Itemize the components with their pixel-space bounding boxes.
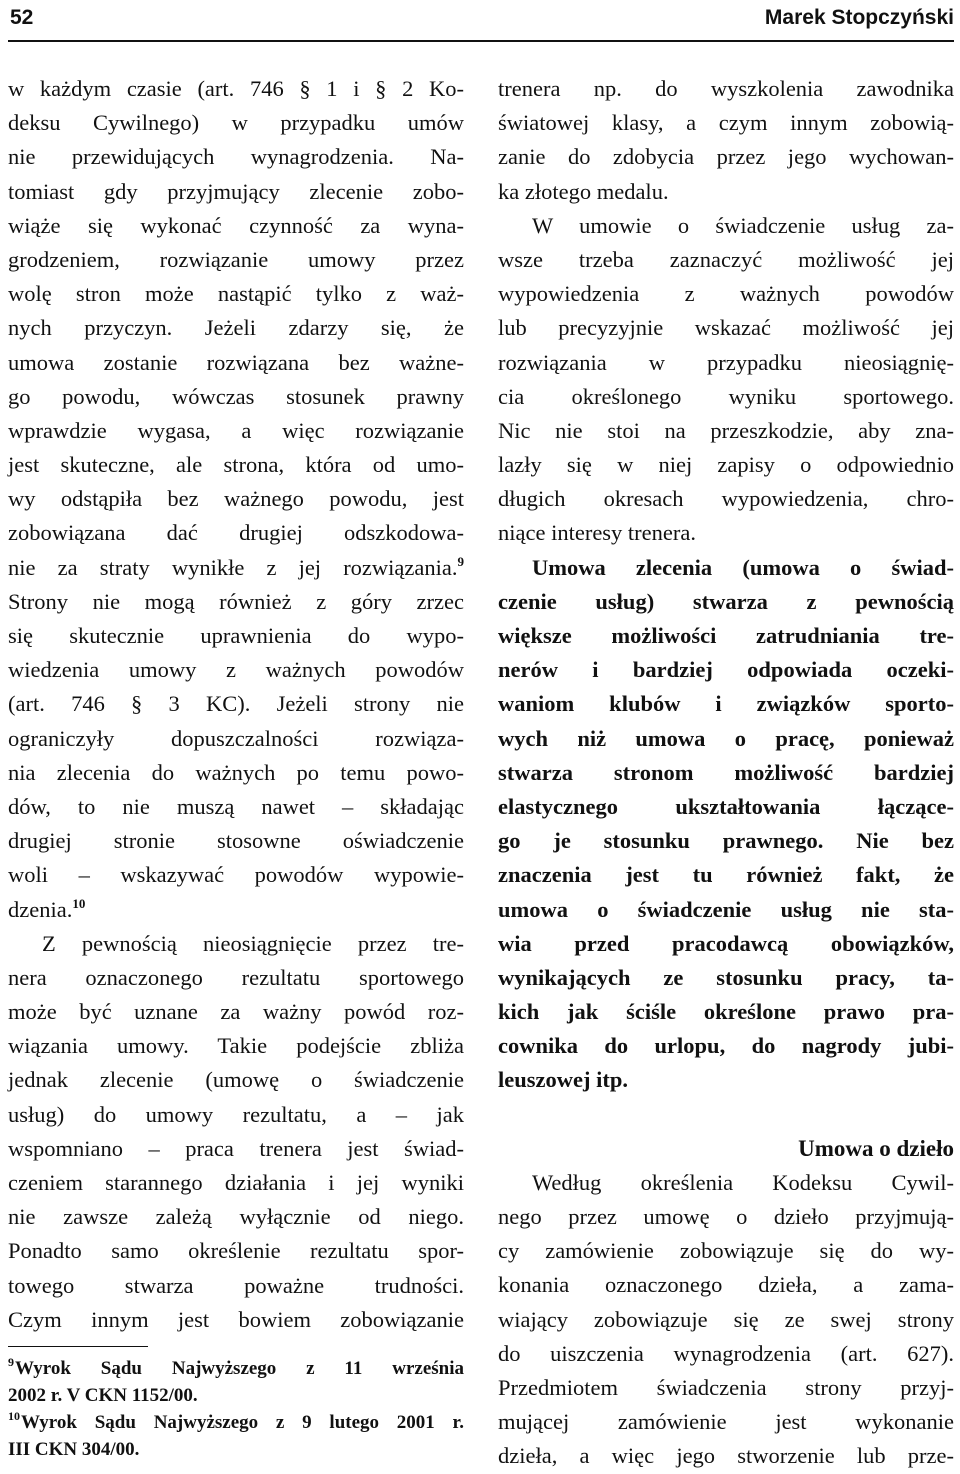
page-header xyxy=(8,2,954,34)
body-line: leuszowej itp. xyxy=(498,1067,628,1093)
body-line: długich okresach wypowiedzenia, chro- xyxy=(498,486,954,512)
body-line: drugiej stronie stosowne oświadczenie xyxy=(8,828,464,854)
body-line: lub precyzyjnie wskazać możliwość jej xyxy=(498,315,954,341)
body-line: nego przez umowę o dzieło przyjmują- xyxy=(498,1204,954,1229)
body-line: jest skuteczne, ale strona, która od umo- xyxy=(8,452,464,478)
body-line: Strony nie mogą również z góry zrzec xyxy=(8,588,464,614)
header-rule xyxy=(8,40,954,42)
footnote-9-line xyxy=(8,1355,464,1382)
body-line: ka złotego medalu. xyxy=(498,178,669,204)
footnote-10-line: III CKN 304/00. xyxy=(8,1439,140,1460)
body-line: wynikających ze stosunku pracy, ta- xyxy=(498,964,954,990)
body-line: cia określonego wyniku sportowego. xyxy=(498,383,954,409)
body-line: zobowiązana dać drugiej odszkodowa- xyxy=(8,520,464,546)
body-line: wprawdzie wygasa, a więc rozwiązanie xyxy=(8,417,464,443)
body-line: grodzeniem, rozwiązanie umowy przez xyxy=(8,246,464,272)
body-line: Z pewnością nieosiągnięcie przez tre- xyxy=(42,930,464,956)
bold-paragraph xyxy=(498,551,954,1098)
section-heading: Umowa o dzieło xyxy=(798,1135,954,1161)
body-line: nerów i bardziej odpowiada oczeki- xyxy=(498,657,954,683)
body-line: cownika do urlopu, do nagrody jubi- xyxy=(498,1033,954,1059)
body-line: do uiszczenia wynagrodzenia (art. 627). xyxy=(498,1340,954,1366)
body-line: lazły się w niej zapisy o odpowiednio xyxy=(498,452,954,478)
body-line-text: nie za straty wynikłe z jej rozwiązania. xyxy=(8,554,458,580)
body-line: Czym innym jest bowiem zobowiązanie xyxy=(8,1306,464,1332)
body-line: W umowie o świadczenie usług za- xyxy=(532,212,954,238)
body-line: wiający zobowiązuje się ze swej strony xyxy=(498,1306,954,1332)
body-line: (art. 746 § 3 KC). Jeżeli strony nie xyxy=(8,691,464,717)
body-line: rozwiązania w przypadku nieosiągnię- xyxy=(498,349,954,375)
left-column xyxy=(8,72,464,1337)
body-line: Ponadto samo określenie rezultatu spor- xyxy=(8,1238,464,1264)
running-header-author: Marek Stopczyński xyxy=(764,6,954,29)
body-line: dów, to nie muszą nawet – składając xyxy=(8,793,464,819)
body-line: czeniem starannego działania i jej wyniki xyxy=(8,1170,464,1195)
right-column xyxy=(498,72,954,1474)
footnote-number: 10 xyxy=(8,1409,20,1423)
body-line: wiedzenia umowy z ważnych powodów xyxy=(8,657,464,683)
footnote-number: 9 xyxy=(8,1355,14,1369)
body-line: się skutecznie uprawnienia do wypo- xyxy=(8,623,464,648)
footnote-ref-10[interactable]: 10 xyxy=(72,895,86,911)
body-line: Przedmiotem świadczenia strony przyj- xyxy=(498,1374,954,1400)
body-line: wspomniano – praca trenera jest świad- xyxy=(8,1135,464,1161)
page-number: 52 xyxy=(10,6,34,29)
footnote-10-line xyxy=(8,1409,464,1436)
body-line: go je stosunku prawnego. Nie bez xyxy=(498,828,954,854)
body-line: waniom klubów i związków sporto- xyxy=(498,691,954,717)
footnote-text: Wyrok Sądu Najwyższego z 9 lutego 2001 r. xyxy=(21,1412,464,1433)
body-line: nie przewidujących wynagrodzenia. Na- xyxy=(8,144,464,170)
body-line: nych przyczyn. Jeżeli zdarzy się, że xyxy=(8,315,464,341)
body-line: wiąże się wykonać czynność za wyna- xyxy=(8,212,464,238)
footnote-9-line: 2002 r. V CKN 1152/00. xyxy=(8,1385,198,1406)
body-line: kich jak ściśle określone prawo pra- xyxy=(498,999,954,1025)
body-line: usług) do umowy rezultatu, a – jak xyxy=(8,1101,464,1127)
body-line: większe możliwości zatrudniania tre- xyxy=(498,623,954,648)
body-line: wsze trzeba zaznaczyć możliwość jej xyxy=(498,246,954,272)
body-line: cy zamówienie zobowiązuje się do wy- xyxy=(498,1238,954,1264)
body-line: wypowiedzenia z ważnych powodów xyxy=(498,281,954,307)
footnotes xyxy=(8,1355,464,1463)
body-line: wolę stron może nastąpić tylko z waż- xyxy=(8,281,464,307)
body-line: nia zlecenia do ważnych po temu powo- xyxy=(8,759,464,785)
body-line: wych niż umowa o pracę, ponieważ xyxy=(498,725,954,751)
footnote-text: Wyrok Sądu Najwyższego z 11 września xyxy=(15,1358,464,1379)
body-line: ograniczyły dopuszczalności rozwiąza- xyxy=(8,725,464,751)
body-line: trenera np. do wyszkolenia zawodnika xyxy=(498,76,954,101)
body-line: towego stwarza poważne trudności. xyxy=(8,1272,464,1298)
body-line: deksu Cywilnego) w przypadku umów xyxy=(8,110,464,136)
body-line-with-footnote xyxy=(8,893,464,927)
body-line: zanie do zdobycia przez jego wychowan- xyxy=(498,144,954,170)
body-line: wia przed pracodawcą obowiązków, xyxy=(498,930,954,956)
footnote-ref-9[interactable]: 9 xyxy=(457,553,464,569)
body-line: wy odstąpiła bez ważnego powodu, jest xyxy=(8,486,464,512)
body-line-text: dzenia. xyxy=(8,896,73,922)
body-line: tomiast gdy przyjmujący zlecenie zobo- xyxy=(8,178,464,204)
body-line: może być uznane za ważny powód roz- xyxy=(8,999,464,1025)
body-line: niące interesy trenera. xyxy=(498,520,697,546)
body-line: czenie usług) stwarza z pewnością xyxy=(498,588,954,614)
body-line: dzieła, a więc jego stworzenie lub prze- xyxy=(498,1443,954,1469)
body-line: znaczenia jest tu również fakt, że xyxy=(498,862,954,888)
body-line: światowej klasy, a czym innym zobowią- xyxy=(498,110,954,136)
body-line: elastycznego ukształtowania łączące- xyxy=(498,793,954,819)
body-line: umowa o świadczenie usług nie sta- xyxy=(498,896,954,922)
body-line: woli – wskazywać powodów wypowie- xyxy=(8,862,464,888)
body-line: go powodu, wówczas stosunek prawny xyxy=(8,383,464,409)
body-line: wiązania umowy. Takie podejście zbliża xyxy=(8,1033,464,1059)
body-line: jednak zlecenie (umowę o świadczenie xyxy=(8,1067,464,1093)
body-line: w każdym czasie (art. 746 § 1 i § 2 Ko- xyxy=(8,76,464,101)
body-line: nie zawsze zależą wyłącznie od niego. xyxy=(8,1204,464,1230)
body-line: umowa zostanie rozwiązana bez ważne- xyxy=(8,349,464,375)
body-line: mującej zamówienie jest wykonanie xyxy=(498,1409,954,1435)
body-line: Nic nie stoi na przeszkodzie, aby zna- xyxy=(498,417,954,443)
body-line-with-footnote xyxy=(8,551,464,585)
body-line: Umowa zlecenia (umowa o świad- xyxy=(532,554,954,580)
body-line: nera oznaczonego rezultatu sportowego xyxy=(8,964,464,990)
body-line: Według określenia Kodeksu Cywil- xyxy=(532,1169,954,1195)
body-line: stwarza stronom możliwość bardziej xyxy=(498,759,954,785)
footnote-rule xyxy=(8,1346,148,1347)
body-line: konania oznaczonego dzieła, a zama- xyxy=(498,1272,954,1298)
